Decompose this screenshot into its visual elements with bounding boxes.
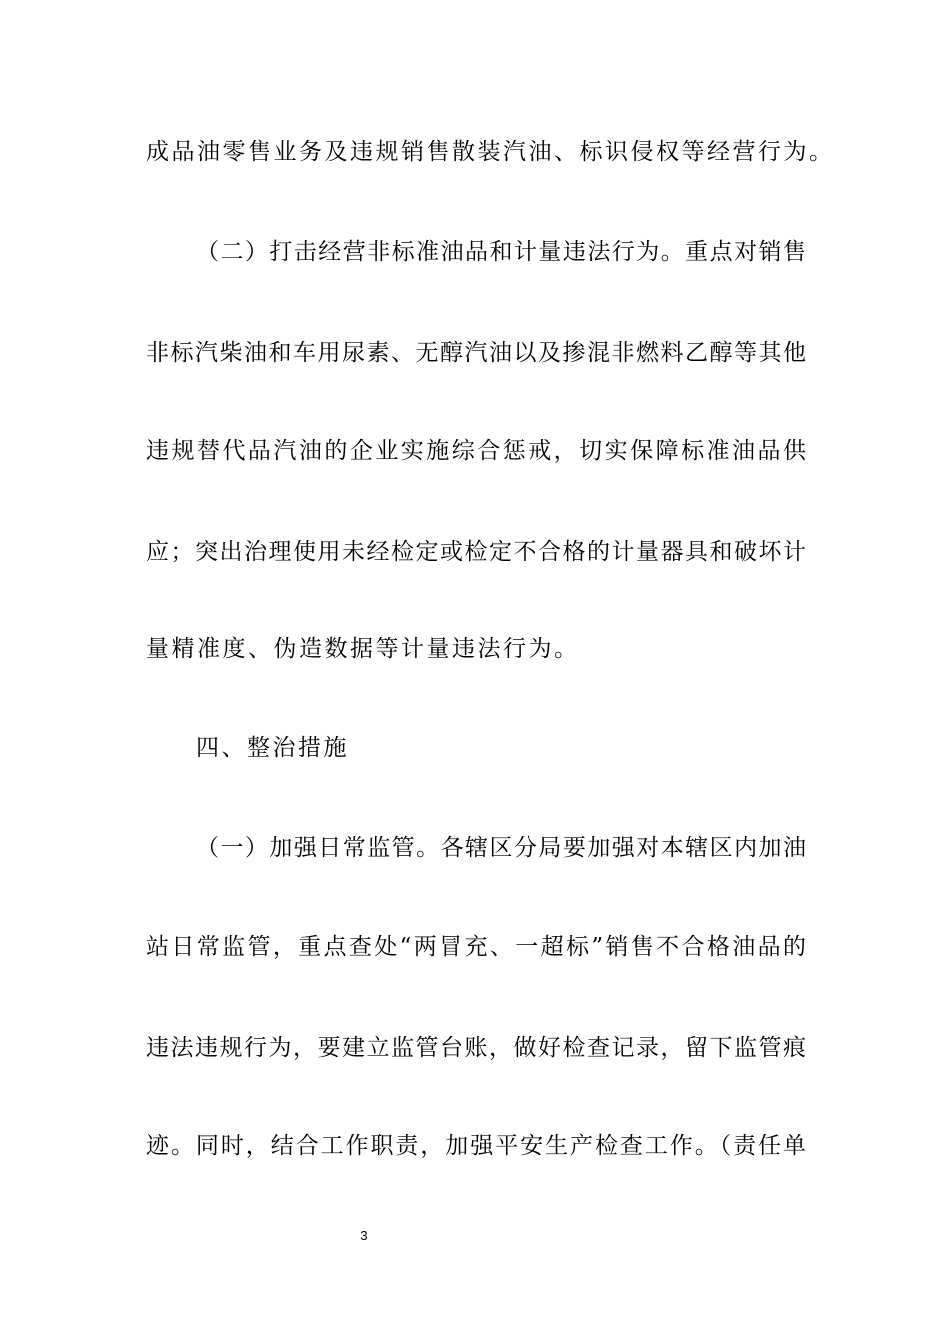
paragraph-line-1: 成品油零售业务及违规销售散装汽油、标识侵权等经营行为。 bbox=[146, 139, 835, 165]
paragraph-line-3: 非标汽柴油和车用尿素、无醇汽油以及掺混非燃料乙醇等其他 bbox=[146, 340, 806, 366]
paragraph-line-6: 量精准度、伪造数据等计量违法行为。 bbox=[146, 636, 580, 662]
paragraph-line-5: 应；突出治理使用未经检定或检定不合格的计量器具和破坏计 bbox=[146, 539, 806, 565]
paragraph-line-7: （一）加强日常监管。各辖区分局要加强对本辖区内加油 bbox=[196, 835, 806, 861]
paragraph-line-4: 违规替代品汽油的企业实施综合惩戒，切实保障标准油品供 bbox=[146, 438, 806, 464]
paragraph-line-8: 站日常监管，重点查处“两冒充、一超标”销售不合格油品的 bbox=[146, 934, 806, 960]
section-heading: 四、整治措施 bbox=[196, 735, 349, 761]
paragraph-line-9: 违法违规行为，要建立监管台账，做好检查记录，留下监管痕 bbox=[146, 1035, 806, 1061]
paragraph-line-2: （二）打击经营非标准油品和计量违法行为。重点对销售 bbox=[196, 239, 806, 265]
paragraph-line-10: 迹。同时，结合工作职责，加强平安生产检查工作。（责任单 bbox=[146, 1133, 806, 1159]
page-number: 3 bbox=[360, 1228, 368, 1243]
